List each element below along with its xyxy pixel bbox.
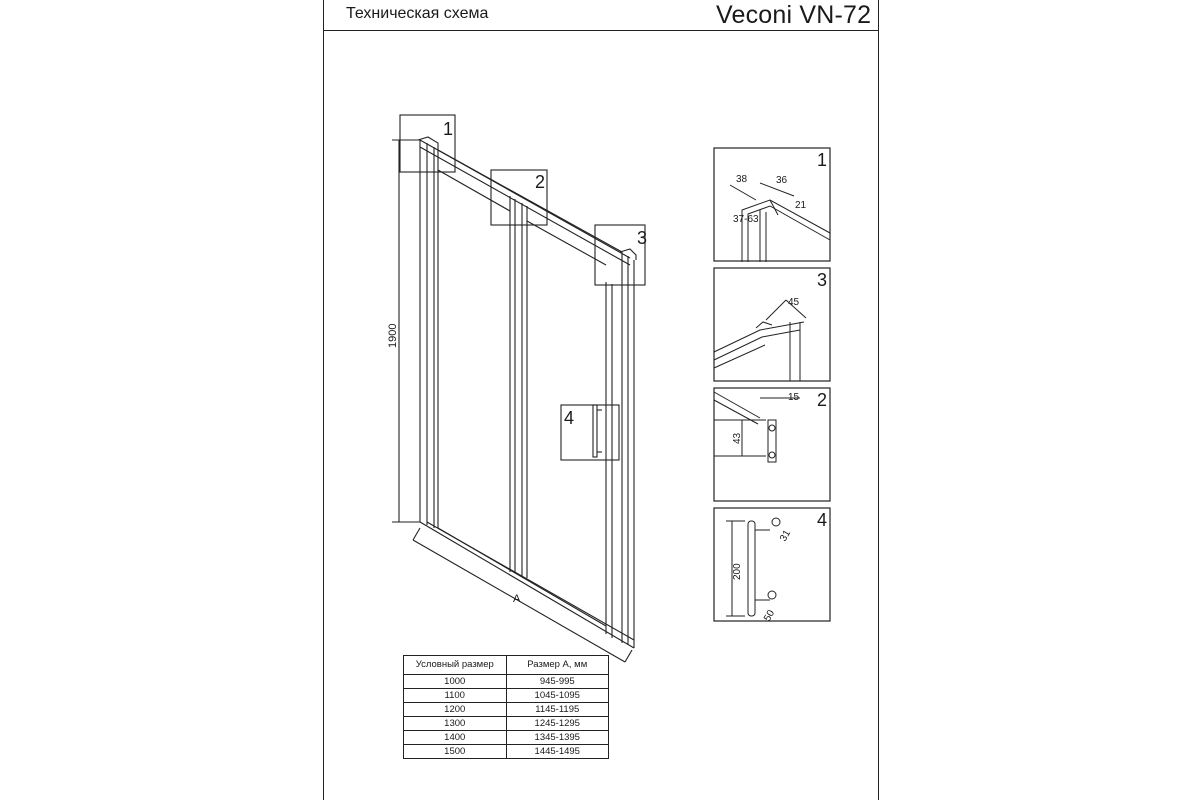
detail-2-dim-15: 15 — [788, 392, 800, 403]
table-row — [404, 675, 609, 689]
detail-1-dim-38: 38 — [736, 174, 748, 185]
size-table-header-size-a: Размер А, мм — [506, 656, 609, 675]
model-name: Veconi VN-72 — [716, 1, 872, 29]
size-table-header — [404, 656, 609, 675]
detail-1 — [714, 148, 830, 262]
detail-4-dim-50: 50 — [762, 608, 778, 624]
nominal-size-cell: 1400 — [404, 731, 507, 745]
width-dimension-label: A — [513, 593, 521, 605]
detail-4 — [714, 508, 830, 624]
detail-3 — [714, 268, 830, 381]
detail-4-dim-200: 200 — [732, 563, 743, 580]
callout-2: 2 — [535, 172, 546, 192]
detail-1-dim-37-63: 37-63 — [733, 214, 759, 225]
door-drawing — [392, 115, 648, 662]
detail-2-dim-43: 43 — [732, 432, 743, 444]
nominal-size-cell: 1200 — [404, 703, 507, 717]
size-table — [403, 655, 609, 759]
size-a-cell: 1145-1195 — [506, 703, 609, 717]
callout-3: 3 — [637, 228, 648, 248]
size-a-cell: 1445-1495 — [506, 745, 609, 759]
detail-3-dim-45: 45 — [788, 297, 800, 308]
detail-1-dim-36: 36 — [776, 175, 788, 186]
page-title: Техническая схема — [346, 5, 489, 22]
detail-2 — [714, 388, 830, 501]
callout-4: 4 — [564, 408, 575, 428]
table-row — [404, 717, 609, 731]
detail-3-number: 3 — [817, 270, 828, 290]
detail-4-number: 4 — [817, 510, 828, 530]
table-row — [404, 731, 609, 745]
height-dimension-label: 1900 — [387, 323, 399, 348]
size-a-cell: 945-995 — [506, 675, 609, 689]
callout-1: 1 — [443, 119, 454, 139]
table-row — [404, 745, 609, 759]
size-a-cell: 1045-1095 — [506, 689, 609, 703]
nominal-size-cell: 1000 — [404, 675, 507, 689]
nominal-size-cell: 1300 — [404, 717, 507, 731]
table-row — [404, 689, 609, 703]
table-row — [404, 703, 609, 717]
detail-4-dim-31: 31 — [778, 528, 794, 544]
nominal-size-cell: 1500 — [404, 745, 507, 759]
size-a-cell: 1245-1295 — [506, 717, 609, 731]
nominal-size-cell: 1100 — [404, 689, 507, 703]
detail-1-number: 1 — [817, 150, 828, 170]
detail-2-number: 2 — [817, 390, 828, 410]
size-table-header-nominal: Условный размер — [404, 656, 507, 675]
size-a-cell: 1345-1395 — [506, 731, 609, 745]
detail-1-dim-21: 21 — [795, 200, 807, 211]
